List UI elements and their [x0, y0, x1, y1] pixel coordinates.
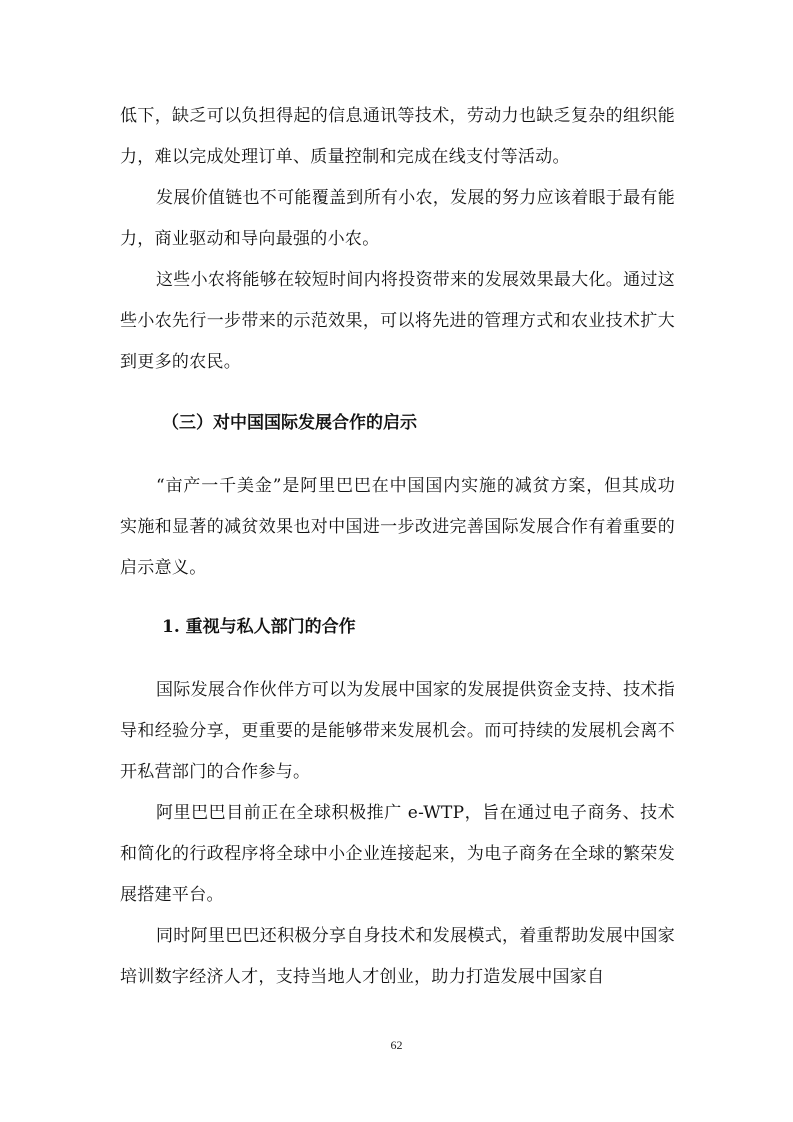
subsection-heading: 1. 重视与私人部门的合作	[162, 617, 356, 637]
body-paragraph: 发展价值链也不可能覆盖到所有小农，发展的努力应该着眼于最有能力，商业驱动和导向最强的小农。	[120, 188, 675, 249]
body-paragraph: 国际发展合作伙伴方可以为发展中国家的发展提供资金支持、技术指导和经验分享，更重要的是能够带来发展机会。而可持续的发展机会离不开私营部门的合作参与。	[120, 680, 675, 782]
section-heading: （三）对中国国际发展合作的启示	[162, 413, 417, 433]
body-paragraph: 同时阿里巴巴还积极分享自身技术和发展模式，着重帮助发展中国家培训数字经济人才，支持当地人才创业，助力打造发展中国家自	[120, 926, 675, 987]
body-paragraph: 这些小农将能够在较短时间内将投资带来的发展效果最大化。通过这些小农先行一步带来的示范效果，可以将先进的管理方式和农业技术扩大到更多的农民。	[120, 270, 675, 372]
document-body	[120, 96, 675, 998]
body-paragraph: 低下，缺乏可以负担得起的信息通讯等技术，劳动力也缺乏复杂的组织能力，难以完成处理订单、质量控制和完成在线支付等活动。	[120, 106, 675, 167]
page-number: 62	[390, 1038, 403, 1052]
section-paragraph: “亩产一千美金”是阿里巴巴在中国国内实施的减贫方案，但其成功实施和显著的减贫效果也对中国进一步改进完善国际发展合作有着重要的启示意义。	[120, 476, 675, 578]
body-paragraph: 阿里巴巴目前正在全球积极推广 e-WTP，旨在通过电子商务、技术和简化的行政程序将全球中小企业连接起来，为电子商务在全球的繁荣发展搭建平台。	[120, 803, 675, 905]
